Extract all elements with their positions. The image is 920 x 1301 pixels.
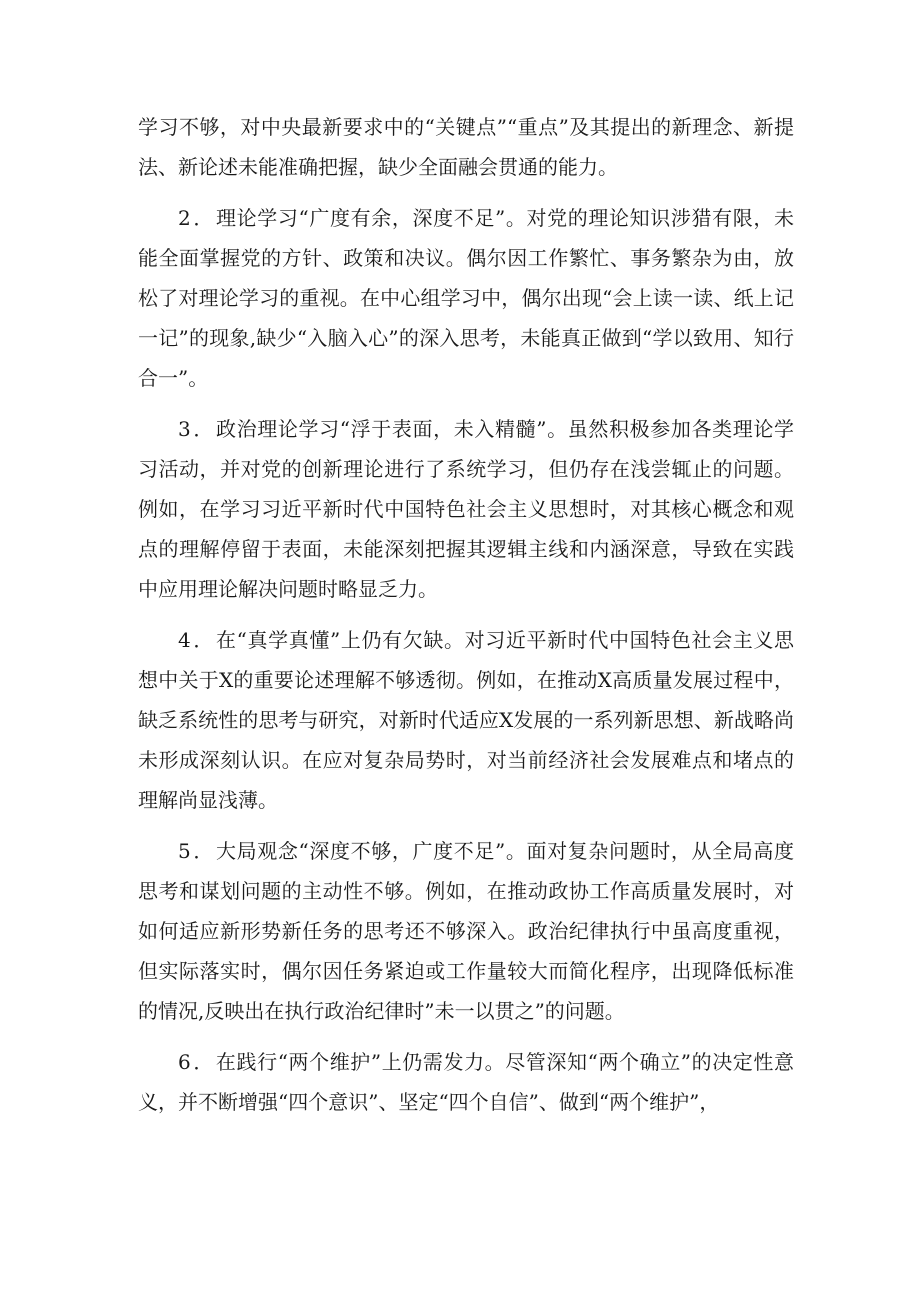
paragraph-item-2 — [138, 198, 794, 398]
paragraph-item-5 — [138, 831, 794, 1031]
paragraph-continuation — [138, 107, 794, 187]
paragraph-item-6 — [138, 1042, 794, 1122]
paragraph-text: 理论学习“广度有余，深度不足”。对党的理论知识涉猎有限，未能全面掌握党的方针、政策和决议。偶尔因工作繁忙、事务繁杂为由，放松了对理论学习的重视。在中心组学习中，偶尔出现“会上读一读、纸上记一记”的现象,缺少“入脑入心”的深入思考，未能真正做到“学以致用、知行合一”。 — [138, 206, 794, 390]
paragraph-number: 6． — [178, 1050, 216, 1074]
paragraph-text: 政治理论学习“浮于表面，未入精髓”。虽然积极参加各类理论学习活动，并对党的创新理论进行了系统学习，但仍存在浅尝辄止的问题。例如，在学习习近平新时代中国特色社会主义思想时，对其核心概念和观点的理解停留于表面，未能深刻把握其逻辑主线和内涵深意，导致在实践中应用理论解决问题时略显乏力。 — [138, 417, 794, 601]
document-body — [138, 107, 794, 1133]
paragraph-item-4 — [138, 620, 794, 820]
paragraph-text: 在“真学真懂”上仍有欠缺。对习近平新时代中国特色社会主义思想中关于X的重要论述理解不够透彻。例如，在推动X高质量发展过程中，缺乏系统性的思考与研究，对新时代适应X发展的一系列新思想、新战略尚未形成深刻认识。在应对复杂局势时，对当前经济社会发展难点和堵点的理解尚显浅薄。 — [138, 628, 794, 812]
paragraph-text: 在践行“两个维护”上仍需发力。尽管深知“两个确立”的决定性意义，并不断增强“四个意识”、坚定“四个自信”、做到“两个维护”， — [138, 1050, 794, 1114]
paragraph-text: 学习不够，对中央最新要求中的“关键点”“重点”及其提出的新理念、新提法、新论述未能准确把握，缺少全面融会贯通的能力。 — [138, 115, 794, 179]
paragraph-item-3 — [138, 409, 794, 609]
paragraph-number: 4． — [178, 628, 216, 652]
paragraph-number: 3． — [178, 417, 216, 441]
paragraph-number: 2． — [178, 206, 216, 230]
paragraph-text: 大局观念“深度不够，广度不足”。面对复杂问题时，从全局高度思考和谋划问题的主动性不够。例如，在推动政协工作高质量发展时，对如何适应新形势新任务的思考还不够深入。政治纪律执行中虽高度重视，但实际落实时，偶尔因任务紧迫或工作量较大而简化程序，出现降低标准的情况,反映出在执行政治纪律时”未一以贯之”的问题。 — [138, 839, 794, 1023]
paragraph-number: 5． — [178, 839, 216, 863]
